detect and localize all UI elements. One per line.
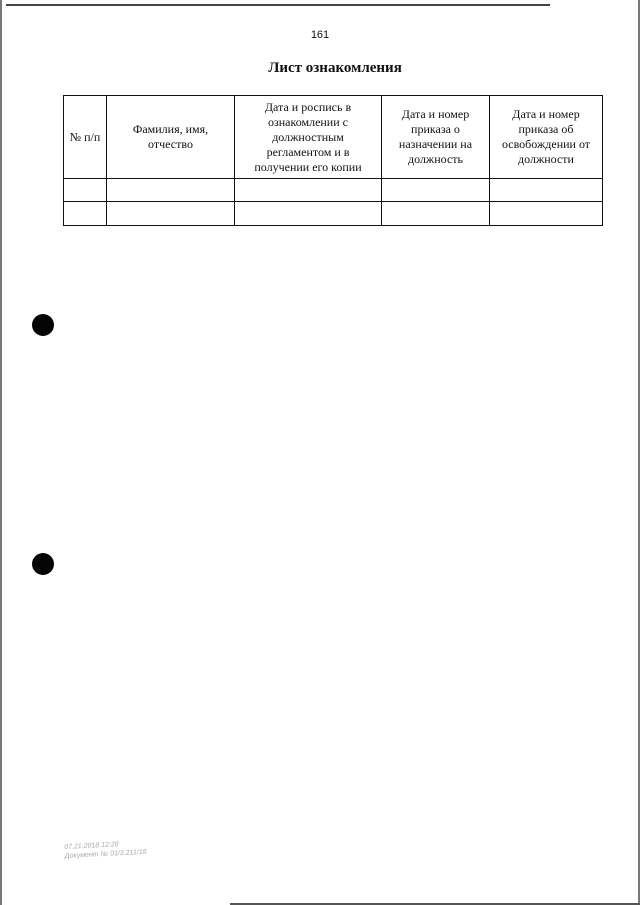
punch-hole-bottom [32,553,54,575]
column-header-dismissal-order: Дата и номер приказа об освобождении от должности [490,96,603,179]
table-cell [490,179,603,202]
document-title: Лист ознакомления [268,60,402,76]
table-cell [107,202,235,226]
column-header-signature-date: Дата и роспись в ознакомлении с должностным регламентом и в получении его копии [235,96,382,179]
table-header-row [64,96,603,179]
acknowledgement-table [63,95,603,226]
table-cell [490,202,603,226]
scan-stamp [64,839,147,861]
table-cell [107,179,235,202]
scan-stamp-line-1: 07.21.2018 12:28 [64,841,119,851]
scan-edge-left [0,0,2,905]
table-row [64,179,603,202]
scan-stamp-line-2: Документ № 01/3.211/18 [64,848,147,860]
punch-hole-top [32,314,54,336]
table-cell [64,179,107,202]
table-cell [235,179,382,202]
page-number: 161 [310,29,330,41]
table-cell [382,179,490,202]
table-cell [64,202,107,226]
column-header-number: № п/п [64,96,107,179]
scan-edge-top [6,4,550,6]
column-header-appointment-order: Дата и номер приказа о назначении на должность [382,96,490,179]
table-cell [382,202,490,226]
table-cell [235,202,382,226]
column-header-full-name: Фамилия, имя, отчество [107,96,235,179]
table-row [64,202,603,226]
